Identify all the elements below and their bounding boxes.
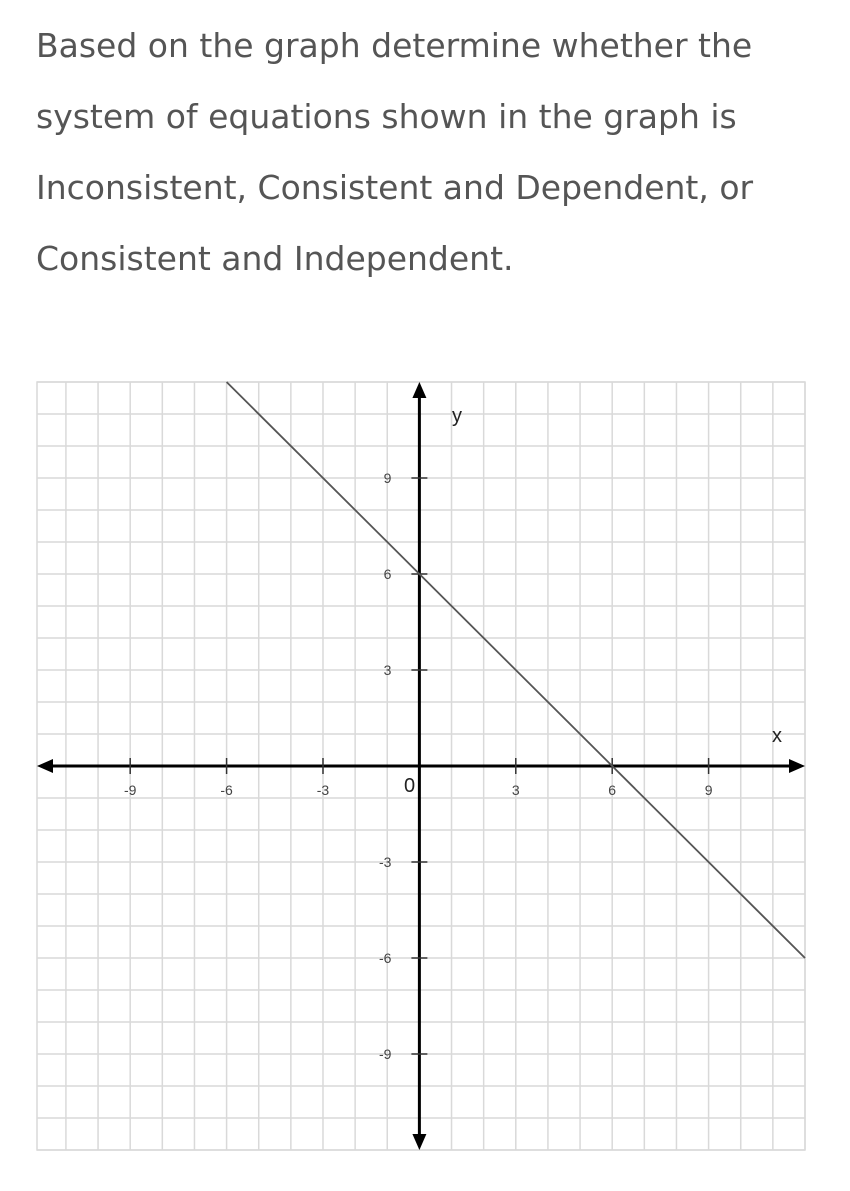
x-tick-label: 3 — [511, 782, 520, 798]
y-tick-label: 6 — [383, 566, 392, 582]
coordinate-graph — [0, 360, 850, 1191]
x-tick-label: -3 — [316, 782, 330, 798]
axes — [37, 382, 805, 1150]
y-axis-arrow-down — [412, 1134, 426, 1150]
x-axis-arrow-right — [789, 759, 805, 773]
x-tick-label: -6 — [220, 782, 233, 798]
axis-labels — [404, 405, 782, 797]
question-text — [36, 10, 836, 294]
origin-label: 0 — [404, 775, 416, 797]
question-line-1: Based on the graph determine whether the — [36, 26, 753, 65]
y-tick-label: -9 — [378, 1046, 392, 1062]
y-tick-label: 3 — [383, 662, 392, 678]
x-axis-label: x — [772, 725, 782, 747]
x-tick-label: -9 — [123, 782, 137, 798]
y-tick-label: 9 — [383, 470, 392, 486]
question-line-2: system of equations shown in the graph is — [36, 97, 737, 136]
y-tick-label: -3 — [378, 854, 392, 870]
y-axis-label: y — [452, 405, 462, 427]
question-line-4: Consistent and Independent. — [36, 239, 514, 278]
question-line-3: Inconsistent, Consistent and Dependent, or — [36, 168, 754, 207]
y-tick-label: -6 — [378, 950, 392, 966]
x-tick-label: 9 — [704, 782, 713, 798]
x-axis-arrow-left — [37, 759, 53, 773]
x-tick-label: 6 — [608, 782, 617, 798]
y-axis-arrow-up — [412, 382, 426, 398]
